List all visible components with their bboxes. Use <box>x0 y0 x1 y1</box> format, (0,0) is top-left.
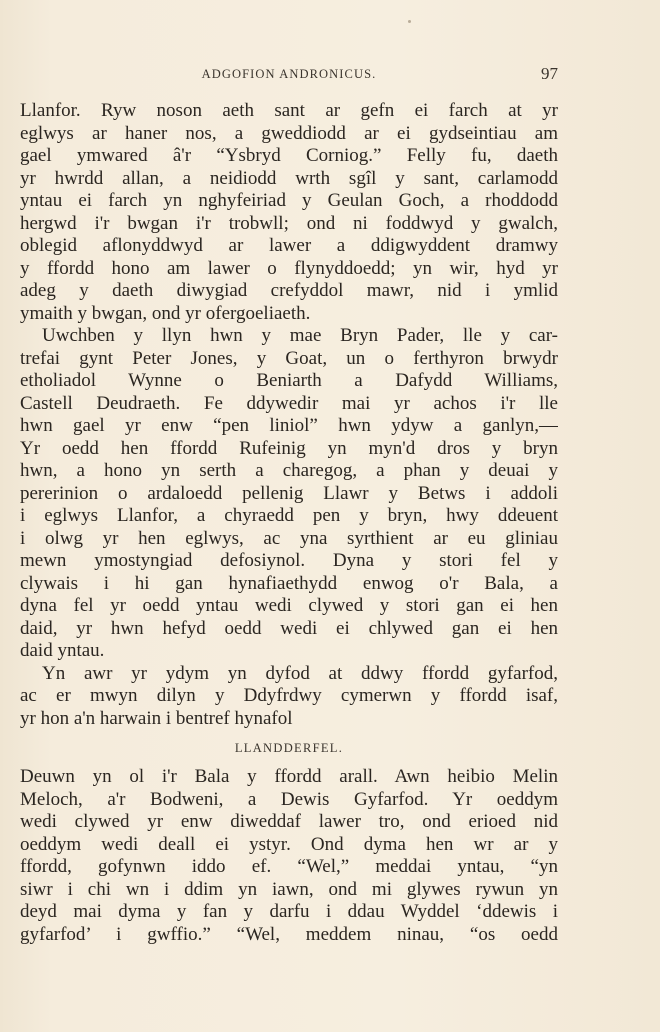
text-line: i olwg yr hen eglwys, ac yna syrthient ar eu gliniau <box>20 527 558 549</box>
text-line: yr hwrdd allan, a neidiodd wrth sgîl y sant, carlamodd <box>20 167 558 189</box>
text-line: siwr i chi wn i ddim yn iawn, ond mi glywes rywun yn <box>20 878 558 900</box>
paragraph-4 <box>20 766 558 946</box>
page-number: 97 <box>541 64 558 83</box>
text-line: mewn ymostyngiad defosiynol. Dyna y stori fel y <box>20 550 558 571</box>
text-line: hwn, a hono yn serth a charegog, a phan y deuai y <box>20 460 558 481</box>
text-line: deyd mai dyma y fan y darfu i ddau Wyddel ‘ddewis i <box>20 901 558 922</box>
text-line: daid, yr hwn hefyd oedd wedi ei chlywed gan ei hen <box>20 617 558 639</box>
paper-speck <box>408 20 411 23</box>
text-line: wedi clywed yr enw diweddaf lawer tro, ond erioed nid <box>20 811 558 832</box>
paragraph-3 <box>20 663 558 731</box>
text-line: Castell Deudraeth. Fe ddywedir mai yr achos i'r lle <box>20 392 558 414</box>
text-line: Deuwn yn ol i'r Bala y ffordd arall. Awn heibio Melin <box>20 766 558 787</box>
text-line: oeddym wedi deall ei ystyr. Ond dyma hen wr ar y <box>20 833 558 855</box>
text-line: oblegid aflonyddwyd ar lawer a ddigwyddent dramwy <box>20 235 558 256</box>
text-line: y ffordd hono am lawer o flynyddoedd; yn wir, hyd yr <box>20 257 558 279</box>
text-line: Llanfor. Ryw noson aeth sant ar gefn ei farch at yr <box>20 100 558 121</box>
text-line: dyna fel yr oedd yntau wedi clywed y stori gan ei hen <box>20 595 558 616</box>
running-head <box>20 64 558 84</box>
text-line: daid yntau. <box>20 640 105 661</box>
text-line: i eglwys Llanfor, a chyraedd pen y bryn, hwy ddeuent <box>20 505 558 526</box>
paragraph-2 <box>20 325 558 663</box>
text-line: ac er mwyn dilyn y Ddyfrdwy cymerwn y ffordd isaf, <box>20 685 558 706</box>
text-line: ffordd, gofynwn iddo ef. “Wel,” meddai yntau, “yn <box>20 856 558 877</box>
text-line: etholiadol Wynne o Beniarth a Dafydd Williams, <box>20 370 558 391</box>
paragraph-1 <box>20 100 558 325</box>
text-line: Yn awr yr ydym yn dyfod at ddwy ffordd gyfarfod, <box>42 662 558 684</box>
text-line: gael ymwared â'r “Ysbryd Corniog.” Felly fu, daeth <box>20 145 558 166</box>
text-line: ymaith y bwgan, ond yr ofergoeliaeth. <box>20 302 311 324</box>
text-line: hergwd i'r bwgan i'r trobwll; ond ni foddwyd y gwalch, <box>20 212 558 234</box>
text-line: adeg y daeth diwygiad crefyddol mawr, nid i ymlid <box>20 280 558 301</box>
body-text <box>20 100 558 946</box>
text-line: Uwchben y llyn hwn y mae Bryn Pader, lle y car- <box>42 325 558 346</box>
text-line: Yr oedd hen ffordd Rufeinig yn myn'd dros y bryn <box>20 437 558 459</box>
text-line: yr hon a'n harwain i bentref hynafol <box>20 707 293 729</box>
text-line: hwn gael yr enw “pen liniol” hwn ydyw a ganlyn,— <box>20 415 558 436</box>
text-line: Meloch, a'r Bodweni, a Dewis Gyfarfod. Yr oeddym <box>20 788 558 810</box>
text-line: yntau ei farch yn nghyfeiriad y Geulan Goch, a rhoddodd <box>20 190 558 211</box>
text-line: clywais i hi gan hynafiaethydd enwog o'r Bala, a <box>20 572 558 594</box>
text-line: trefai gynt Peter Jones, y Goat, un o ferthyron brwydr <box>20 347 558 369</box>
running-title: ADGOFION ANDRONICUS. <box>201 67 377 81</box>
section-heading: LLANDDERFEL. <box>234 741 344 755</box>
text-line: gyfarfod’ i gwffio.” “Wel, meddem ninau, “os oedd <box>20 923 558 945</box>
text-line: eglwys ar haner nos, a gweddiodd ar ei gydseintiau am <box>20 122 558 144</box>
text-line: pererinion o ardaloedd pellenig Llawr y Betws i addoli <box>20 482 558 504</box>
